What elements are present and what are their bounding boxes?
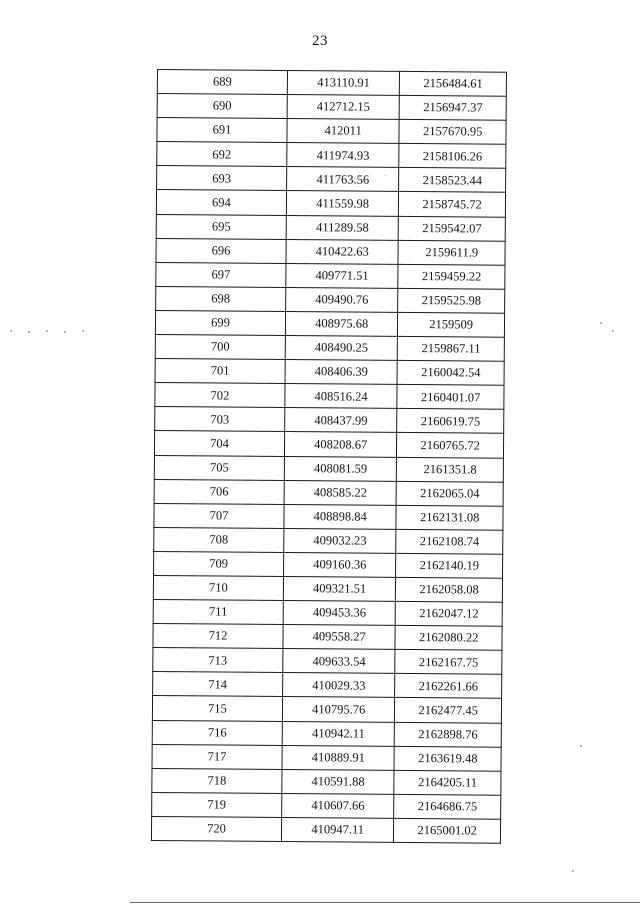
- point-number-cell: 692: [157, 142, 287, 167]
- scan-speck: [82, 330, 84, 332]
- y-coordinate-cell: 2162898.76: [395, 722, 502, 747]
- y-coordinate-cell: 2162140.19: [396, 553, 503, 578]
- table-row: [152, 696, 501, 723]
- x-coordinate-cell: 408406.39: [285, 360, 398, 385]
- table-row: [155, 407, 504, 434]
- y-coordinate-cell: 2160765.72: [397, 433, 504, 458]
- scan-speck: [46, 330, 48, 332]
- x-coordinate-cell: 409633.54: [283, 649, 396, 674]
- x-coordinate-cell: 409490.76: [286, 287, 399, 312]
- x-coordinate-cell: 408490.25: [285, 336, 398, 361]
- x-coordinate-cell: 410889.91: [282, 745, 395, 770]
- point-number-cell: 710: [153, 575, 283, 600]
- y-coordinate-cell: 2157670.95: [399, 120, 506, 145]
- y-coordinate-cell: 2162108.74: [396, 529, 503, 554]
- x-coordinate-cell: 409453.36: [283, 601, 396, 626]
- point-number-cell: 714: [153, 672, 283, 697]
- table-row: [156, 286, 505, 313]
- y-coordinate-cell: 2156484.61: [400, 71, 507, 96]
- table-row: [156, 190, 505, 217]
- point-number-cell: 704: [154, 431, 284, 456]
- scan-edge-line: [130, 902, 640, 903]
- scan-speck: [600, 322, 602, 324]
- table-row: [151, 816, 500, 843]
- x-coordinate-cell: 408975.68: [285, 311, 398, 336]
- point-number-cell: 709: [154, 551, 284, 576]
- table-row: [154, 503, 503, 530]
- x-coordinate-cell: 409160.36: [283, 552, 396, 577]
- x-coordinate-cell: 409321.51: [283, 576, 396, 601]
- scan-speck: [612, 330, 614, 332]
- x-coordinate-cell: 409032.23: [284, 528, 397, 553]
- point-number-cell: 707: [154, 503, 284, 528]
- x-coordinate-cell: 410942.11: [282, 721, 395, 746]
- y-coordinate-cell: 2162080.22: [395, 626, 502, 651]
- table-row: [155, 335, 504, 362]
- table-row: [152, 720, 501, 747]
- x-coordinate-cell: 410591.88: [282, 769, 395, 794]
- y-coordinate-cell: 2162261.66: [395, 674, 502, 699]
- y-coordinate-cell: 2162167.75: [395, 650, 502, 675]
- y-coordinate-cell: 2159525.98: [398, 288, 505, 313]
- table-row: [155, 359, 504, 386]
- x-coordinate-cell: 408208.67: [284, 432, 397, 457]
- y-coordinate-cell: 2159459.22: [398, 264, 505, 289]
- point-number-cell: 697: [156, 262, 286, 287]
- scan-speck: [572, 870, 574, 872]
- table-row: [157, 94, 506, 121]
- x-coordinate-cell: 408585.22: [284, 480, 397, 505]
- scan-speck: [64, 331, 66, 333]
- point-number-cell: 689: [157, 70, 287, 95]
- point-number-cell: 711: [153, 600, 283, 625]
- scan-speck: [385, 175, 386, 176]
- table-row: [154, 527, 503, 554]
- y-coordinate-cell: 2158106.26: [399, 144, 506, 169]
- y-coordinate-cell: 2165001.02: [394, 818, 501, 843]
- point-number-cell: 690: [157, 94, 287, 119]
- point-number-cell: 720: [151, 816, 281, 841]
- point-number-cell: 706: [154, 479, 284, 504]
- point-number-cell: 719: [152, 792, 282, 817]
- table-row: [152, 768, 501, 795]
- x-coordinate-cell: 409771.51: [286, 263, 399, 288]
- y-coordinate-cell: 2163619.48: [394, 746, 501, 771]
- point-number-cell: 691: [157, 118, 287, 143]
- table-row: [156, 214, 505, 241]
- x-coordinate-cell: 408437.99: [285, 408, 398, 433]
- point-number-cell: 698: [156, 286, 286, 311]
- point-number-cell: 716: [152, 720, 282, 745]
- y-coordinate-cell: 2158523.44: [399, 168, 506, 193]
- point-number-cell: 701: [155, 359, 285, 384]
- x-coordinate-cell: 408898.84: [284, 504, 397, 529]
- table-row: [155, 383, 504, 410]
- point-number-cell: 713: [153, 648, 283, 673]
- y-coordinate-cell: 2162131.08: [396, 505, 503, 530]
- x-coordinate-cell: 408081.59: [284, 456, 397, 481]
- table-body: [151, 70, 506, 844]
- point-number-cell: 693: [157, 166, 287, 191]
- x-coordinate-cell: 411289.58: [286, 215, 399, 240]
- table-row: [154, 431, 503, 458]
- table-row: [157, 70, 506, 97]
- x-coordinate-cell: 409558.27: [283, 625, 396, 650]
- x-coordinate-cell: 412712.15: [287, 95, 400, 120]
- y-coordinate-cell: 2161351.8: [397, 457, 504, 482]
- y-coordinate-cell: 2159867.11: [398, 336, 505, 361]
- y-coordinate-cell: 2158745.72: [399, 192, 506, 217]
- x-coordinate-cell: 410029.33: [283, 673, 396, 698]
- table-row: [157, 118, 506, 145]
- y-coordinate-cell: 2156947.37: [400, 96, 507, 121]
- point-number-cell: 715: [152, 696, 282, 721]
- table-row: [154, 455, 503, 482]
- scan-speck: [28, 331, 30, 333]
- point-number-cell: 699: [155, 310, 285, 335]
- table-row: [153, 648, 502, 675]
- x-coordinate-cell: 411559.98: [286, 191, 399, 216]
- table-row: [153, 600, 502, 627]
- table-row: [152, 744, 501, 771]
- table-row: [154, 551, 503, 578]
- scan-speck: [580, 745, 582, 747]
- table-row: [153, 575, 502, 602]
- table-row: [155, 310, 504, 337]
- y-coordinate-cell: 2164205.11: [394, 770, 501, 795]
- table-row: [157, 166, 506, 193]
- x-coordinate-cell: 408516.24: [285, 384, 398, 409]
- x-coordinate-cell: 413110.91: [287, 71, 400, 96]
- point-number-cell: 712: [153, 624, 283, 649]
- scan-speck: [10, 330, 12, 332]
- y-coordinate-cell: 2162058.08: [396, 577, 503, 602]
- point-number-cell: 700: [155, 335, 285, 360]
- table-row: [153, 624, 502, 651]
- point-number-cell: 718: [152, 768, 282, 793]
- point-number-cell: 695: [156, 214, 286, 239]
- x-coordinate-cell: 411974.93: [287, 143, 400, 168]
- y-coordinate-cell: 2159542.07: [399, 216, 506, 241]
- y-coordinate-cell: 2162047.12: [396, 601, 503, 626]
- page-number: 23: [312, 33, 328, 49]
- point-number-cell: 703: [155, 407, 285, 432]
- table-row: [152, 792, 501, 819]
- point-number-cell: 708: [154, 527, 284, 552]
- x-coordinate-cell: 410947.11: [281, 817, 394, 842]
- table-row: [156, 262, 505, 289]
- y-coordinate-cell: 2159509: [398, 312, 505, 337]
- table-row: [157, 142, 506, 169]
- point-number-cell: 694: [156, 190, 286, 215]
- x-coordinate-cell: 410795.76: [282, 697, 395, 722]
- y-coordinate-cell: 2159611.9: [398, 240, 505, 265]
- x-coordinate-cell: 412011: [287, 119, 400, 144]
- x-coordinate-cell: 410422.63: [286, 239, 399, 264]
- y-coordinate-cell: 2160619.75: [397, 409, 504, 434]
- x-coordinate-cell: 410607.66: [282, 793, 395, 818]
- y-coordinate-cell: 2164686.75: [394, 794, 501, 819]
- point-number-cell: 717: [152, 744, 282, 769]
- x-coordinate-cell: 411763.56: [287, 167, 400, 192]
- y-coordinate-cell: 2162065.04: [397, 481, 504, 506]
- table-row: [156, 238, 505, 265]
- coordinates-table: [151, 69, 507, 844]
- point-number-cell: 705: [154, 455, 284, 480]
- y-coordinate-cell: 2162477.45: [395, 698, 502, 723]
- point-number-cell: 696: [156, 238, 286, 263]
- table-row: [154, 479, 503, 506]
- table-row: [153, 672, 502, 699]
- y-coordinate-cell: 2160401.07: [397, 385, 504, 410]
- point-number-cell: 702: [155, 383, 285, 408]
- y-coordinate-cell: 2160042.54: [397, 361, 504, 386]
